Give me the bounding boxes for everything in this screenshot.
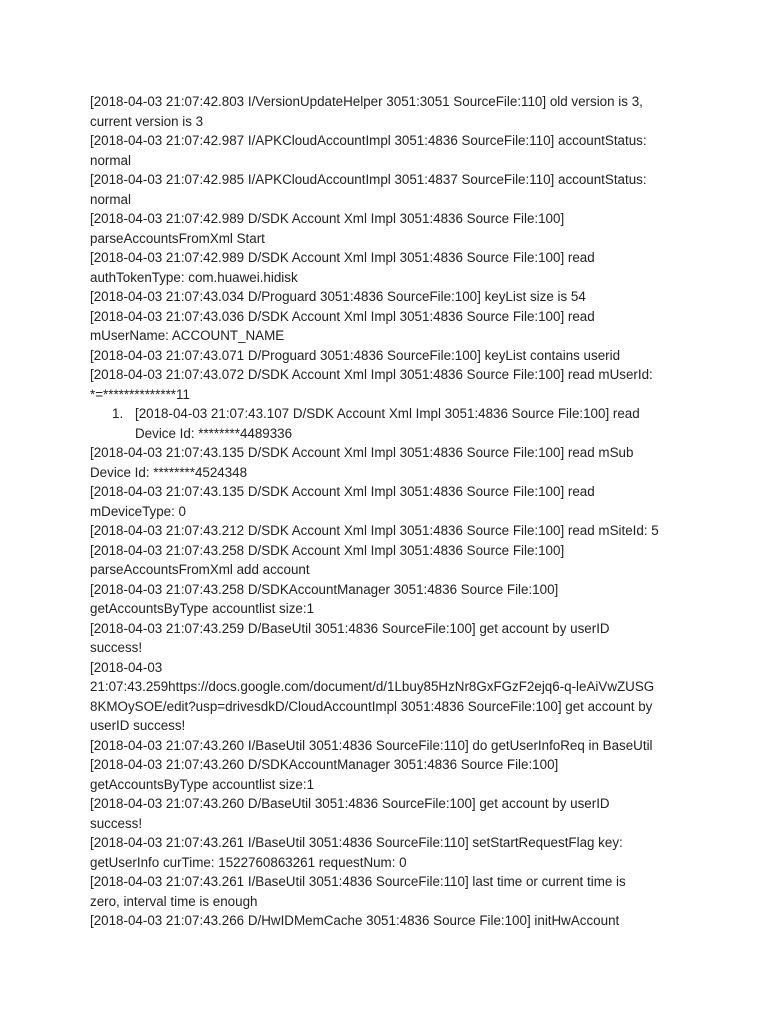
log-lines-before-list: [90, 92, 685, 404]
log-line: getAccountsByType accountlist size:1: [90, 776, 315, 792]
numbered-list: [90, 404, 685, 443]
list-item: [90, 404, 685, 443]
log-line: getAccountsByType accountlist size:1: [90, 601, 315, 616]
log-line: getUserInfo curTime: 1522760863261 requestNum: 0: [90, 854, 407, 870]
log-line: [2018-04-03 21:07:43.260 I/BaseUtil 3051:4836 SourceFile:110] do getUserInfoReq in BaseUtil: [90, 737, 653, 753]
log-line: userID success!: [90, 718, 186, 733]
log-line: [2018-04-03 21:07:42.803 I/VersionUpdateHelper 3051:3051 SourceFile:110] old version is 3,: [90, 94, 643, 109]
log-line: current version is 3: [90, 113, 204, 129]
log-text: [90, 92, 685, 931]
log-line: [2018-04-03 21:07:43.135 D/SDK Account Xml Impl 3051:4836 Source File:100] read: [90, 484, 595, 499]
log-line: [2018-04-03 21:07:43.258 D/SDKAccountManager 3051:4836 Source File:100]: [90, 581, 559, 597]
log-line: [2018-04-03 21:07:43.258 D/SDK Account Xml Impl 3051:4836 Source File:100]: [90, 542, 565, 558]
log-line: zero, interval time is enough: [90, 893, 258, 909]
log-line: normal: [90, 191, 131, 207]
log-lines-after-list: [90, 443, 685, 931]
log-line: [2018-04-03 21:07:43.034 D/Proguard 3051:4836 SourceFile:100] keyList size is 54: [90, 289, 586, 304]
log-line: 21:07:43.259https://docs.google.com/document/d/1Lbuy85HzNr8GxFGzF2ejq6-q-leAiVwZUSG: [90, 679, 655, 694]
log-line: success!: [90, 815, 143, 831]
log-line: [2018-04-03 21:07:43.261 I/BaseUtil 3051:4836 SourceFile:110] setStartRequestFlag key:: [90, 835, 623, 850]
log-line: [2018-04-03 21:07:43.260 D/SDKAccountManager 3051:4836 Source File:100]: [90, 757, 559, 772]
log-line: [2018-04-03 21:07:43.071 D/Proguard 3051:4836 SourceFile:100] keyList contains userid: [90, 347, 621, 363]
log-line: parseAccountsFromXml Start: [90, 230, 265, 246]
log-line: mUserName: ACCOUNT_NAME: [90, 328, 285, 343]
log-line: Device Id: ********4489336: [135, 425, 293, 441]
log-line: [2018-04-03 21:07:43.135 D/SDK Account Xml Impl 3051:4836 Source File:100] read mSub: [90, 445, 634, 460]
log-line: [2018-04-03 21:07:42.989 D/SDK Account Xml Impl 3051:4836 Source File:100] read: [90, 250, 595, 265]
log-line: [2018-04-03 21:07:43.212 D/SDK Account Xml Impl 3051:4836 Source File:100] read mSiteId: 5: [90, 523, 659, 538]
log-line: [2018-04-03 21:07:42.989 D/SDK Account Xml Impl 3051:4836 Source File:100]: [90, 211, 565, 226]
log-line: success!: [90, 640, 143, 655]
log-line: [2018-04-03 21:07:43.266 D/HwIDMemCache 3051:4836 Source File:100] initHwAccount: [90, 913, 620, 928]
log-line: Device Id: ********4524348: [90, 464, 248, 480]
log-line: [2018-04-03 21:07:43.107 D/SDK Account Xml Impl 3051:4836 Source File:100] read: [135, 406, 640, 421]
log-line: [2018-04-03: [90, 659, 163, 675]
log-line: [2018-04-03 21:07:42.987 I/APKCloudAccountImpl 3051:4836 SourceFile:110] accountStatus:: [90, 133, 647, 148]
log-line: 8KMOySOE/edit?usp=drivesdkD/CloudAccountImpl 3051:4836 SourceFile:100] get account by: [90, 698, 653, 714]
log-line: [2018-04-03 21:07:43.259 D/BaseUtil 3051:4836 SourceFile:100] get account by userID: [90, 620, 610, 636]
log-line: parseAccountsFromXml add account: [90, 562, 310, 577]
log-line: [2018-04-03 21:07:43.036 D/SDK Account Xml Impl 3051:4836 Source File:100] read: [90, 308, 595, 324]
log-line: [2018-04-03 21:07:43.072 D/SDK Account Xml Impl 3051:4836 Source File:100] read mUserId:: [90, 367, 653, 382]
list-marker: 1.: [112, 406, 124, 421]
log-line: [2018-04-03 21:07:42.985 I/APKCloudAccountImpl 3051:4837 SourceFile:110] accountStatus:: [90, 172, 647, 187]
log-line: [2018-04-03 21:07:43.260 D/BaseUtil 3051:4836 SourceFile:100] get account by userID: [90, 796, 610, 811]
log-line: [2018-04-03 21:07:43.261 I/BaseUtil 3051:4836 SourceFile:110] last time or current time is: [90, 874, 626, 889]
log-line: authTokenType: com.huawei.hidisk: [90, 269, 298, 285]
log-line: mDeviceType: 0: [90, 503, 187, 519]
log-line: *=**************11: [90, 386, 190, 402]
log-line: normal: [90, 152, 131, 168]
